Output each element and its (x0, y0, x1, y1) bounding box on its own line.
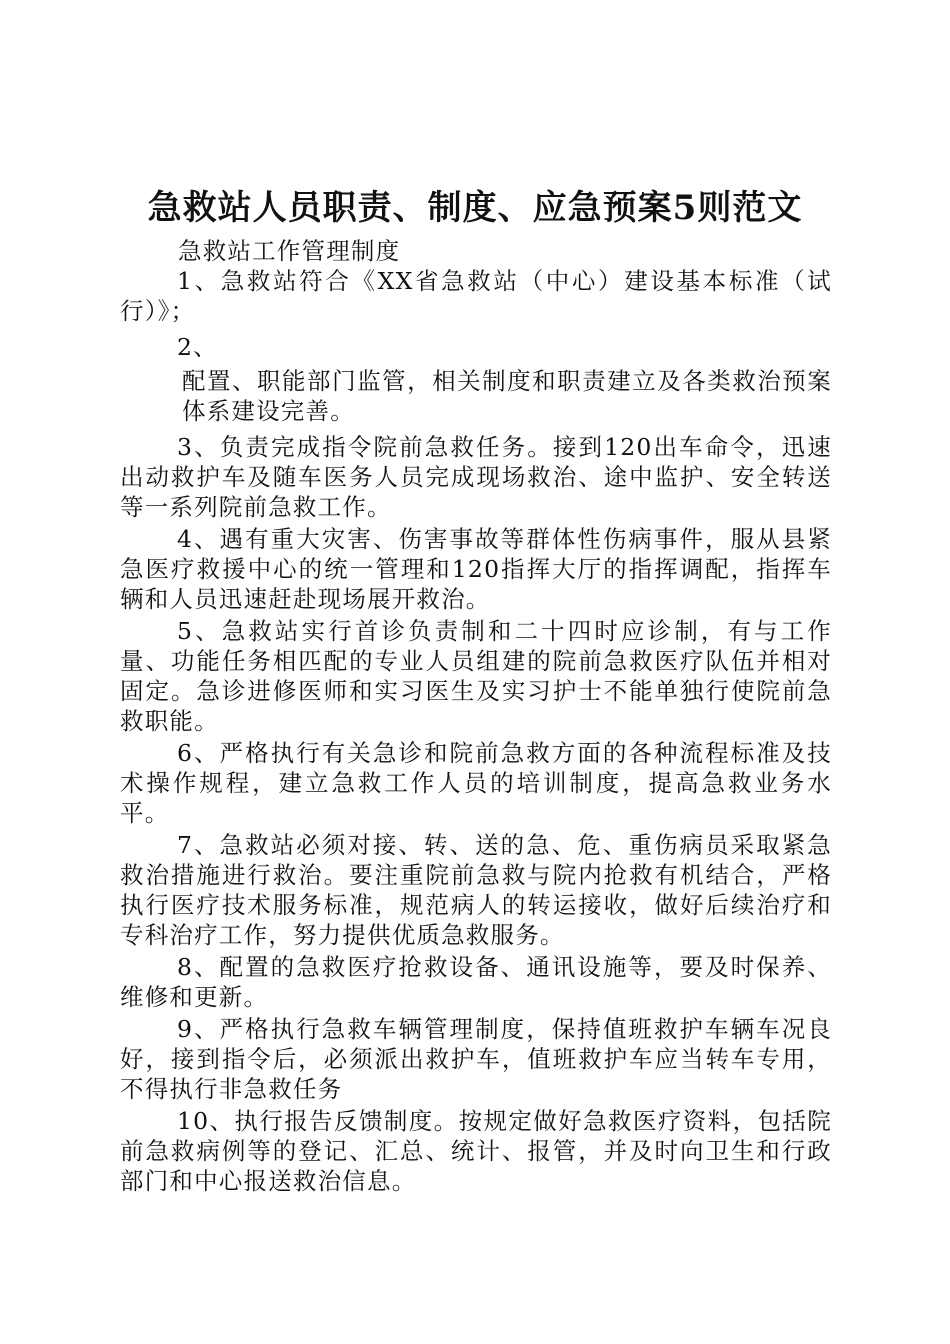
item-9: 9、严格执行急救车辆管理制度，保持值班救护车辆车况良好，接到指令后，必须派出救护车，值班救护车应当转车专用，不得执行非急救任务 (120, 1015, 832, 1103)
item-2-number: 2、 (177, 333, 218, 361)
item-2-text: 配置、职能部门监管，相关制度和职责建立及各类救治预案体系建设完善。 (182, 367, 832, 425)
item-3: 3、负责完成指令院前急救任务。接到120出车命令，迅速出动救护车及随车医务人员完成现场救治、途中监护、安全转送等一系列院前急救工作。 (120, 433, 832, 521)
item-1: 1、急救站符合《XX省急救站（中心）建设基本标准（试行）》； (120, 267, 832, 325)
item-8: 8、配置的急救医疗抢救设备、通讯设施等，要及时保养、维修和更新。 (120, 953, 832, 1011)
item-4: 4、遇有重大灾害、伤害事故等群体性伤病事件，服从县紧急医疗救援中心的统一管理和120指挥大厅的指挥调配，指挥车辆和人员迅速赶赴现场展开救治。 (120, 525, 832, 613)
item-10: 10、执行报告反馈制度。按规定做好急救医疗资料，包括院前急救病例等的登记、汇总、统计、报管，并及时向卫生和行政部门和中心报送救治信息。 (120, 1107, 832, 1195)
document-body (120, 236, 832, 1196)
item-5: 5、急救站实行首诊负责制和二十四时应诊制，有与工作量、功能任务相匹配的专业人员组建的院前急救医疗队伍并相对固定。急诊进修医师和实习医生及实习护士不能单独行使院前急救职能。 (120, 617, 832, 735)
item-7: 7、急救站必须对接、转、送的急、危、重伤病员采取紧急救治措施进行救治。要注重院前急救与院内抢救有机结合，严格执行医疗技术服务标准，规范病人的转运接收，做好后续治疗和专科治疗工作，努力提供优质急救服务。 (120, 831, 832, 949)
document-title: 急救站人员职责、制度、应急预案5则范文 (147, 188, 803, 228)
item-6: 6、严格执行有关急诊和院前急救方面的各种流程标准及技术操作规程，建立急救工作人员的培训制度，提高急救业务水平。 (120, 739, 832, 827)
section-title: 急救站工作管理制度 (178, 237, 401, 265)
